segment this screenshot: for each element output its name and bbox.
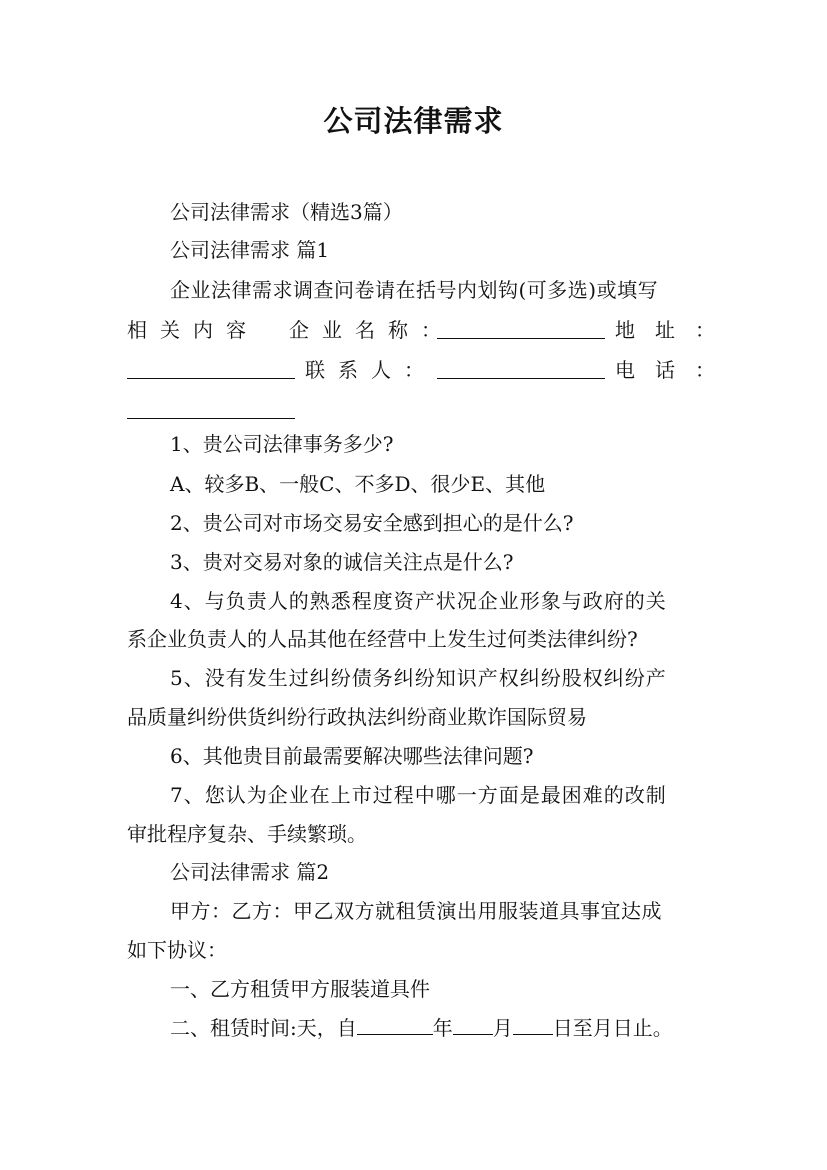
survey-intro-text: 企业法律需求调查问卷请在括号内划钩(可多选)或填写 — [170, 278, 659, 302]
phone-label: 电话： — [615, 358, 735, 382]
month-blank[interactable] — [453, 1014, 493, 1035]
contact-label: 联系人： — [305, 358, 437, 382]
question-3: 3、贵对交易对象的诚信关注点是什么? — [170, 550, 514, 574]
question-7-line-2: 审批程序复杂、手续繁琐。 — [127, 822, 367, 846]
clause-2 — [170, 1014, 701, 1042]
clause-2-year: 年 — [432, 1016, 453, 1040]
clause-2-tail: 日至月日止。 — [552, 1016, 673, 1040]
question-7-line-1: 7、您认为企业在上市过程中哪一方面是最困难的改制 — [170, 783, 667, 807]
question-2: 2、贵公司对市场交易安全感到担心的是什么? — [170, 511, 574, 535]
intro-line: 公司法律需求（精选3篇） — [170, 200, 403, 224]
question-5-line-2: 品质量纠纷供货纠纷行政执法纠纷商业欺诈国际贸易 — [127, 705, 587, 729]
company-name-blank[interactable] — [437, 318, 605, 339]
clause-2-month: 月 — [492, 1016, 513, 1040]
question-6: 6、其他贵目前最需要解决哪些法律问题? — [170, 744, 534, 768]
year-blank[interactable] — [357, 1014, 433, 1035]
survey-intro — [170, 276, 701, 304]
related-label: 相关内容 — [127, 318, 259, 342]
part1-heading: 公司法律需求 篇1 — [170, 238, 330, 262]
phone-blank[interactable] — [127, 398, 295, 419]
address-blank[interactable] — [127, 358, 295, 379]
clause-2-text-a: 二、租赁时间:天，自 — [170, 1016, 357, 1040]
clause-1: 一、乙方租赁甲方服装道具件 — [170, 977, 430, 1001]
question-4-line-2: 系企业负责人的人品其他在经营中上发生过何类法律纠纷? — [127, 627, 638, 651]
document-title: 公司法律需求 — [323, 104, 504, 138]
address-label: 地址： — [615, 318, 735, 342]
contact-blank[interactable] — [437, 358, 605, 379]
company-name-label: 企业名称： — [289, 318, 454, 342]
question-1-options: A、较多B、一般C、不多D、很少E、其他 — [170, 472, 546, 496]
contract-line-1: 甲方：乙方：甲乙双方就租赁演出用服装道具事宜达成 — [170, 899, 662, 923]
question-4-line-1: 4、与负责人的熟悉程度资产状况企业形象与政府的关 — [170, 589, 667, 613]
question-1: 1、贵公司法律事务多少? — [170, 432, 394, 456]
day-blank[interactable] — [513, 1014, 553, 1035]
contract-line-2: 如下协议： — [127, 938, 227, 962]
question-5-line-1: 5、没有发生过纠纷债务纠纷知识产权纠纷股权纠纷产 — [170, 666, 667, 690]
part2-heading: 公司法律需求 篇2 — [170, 860, 330, 884]
